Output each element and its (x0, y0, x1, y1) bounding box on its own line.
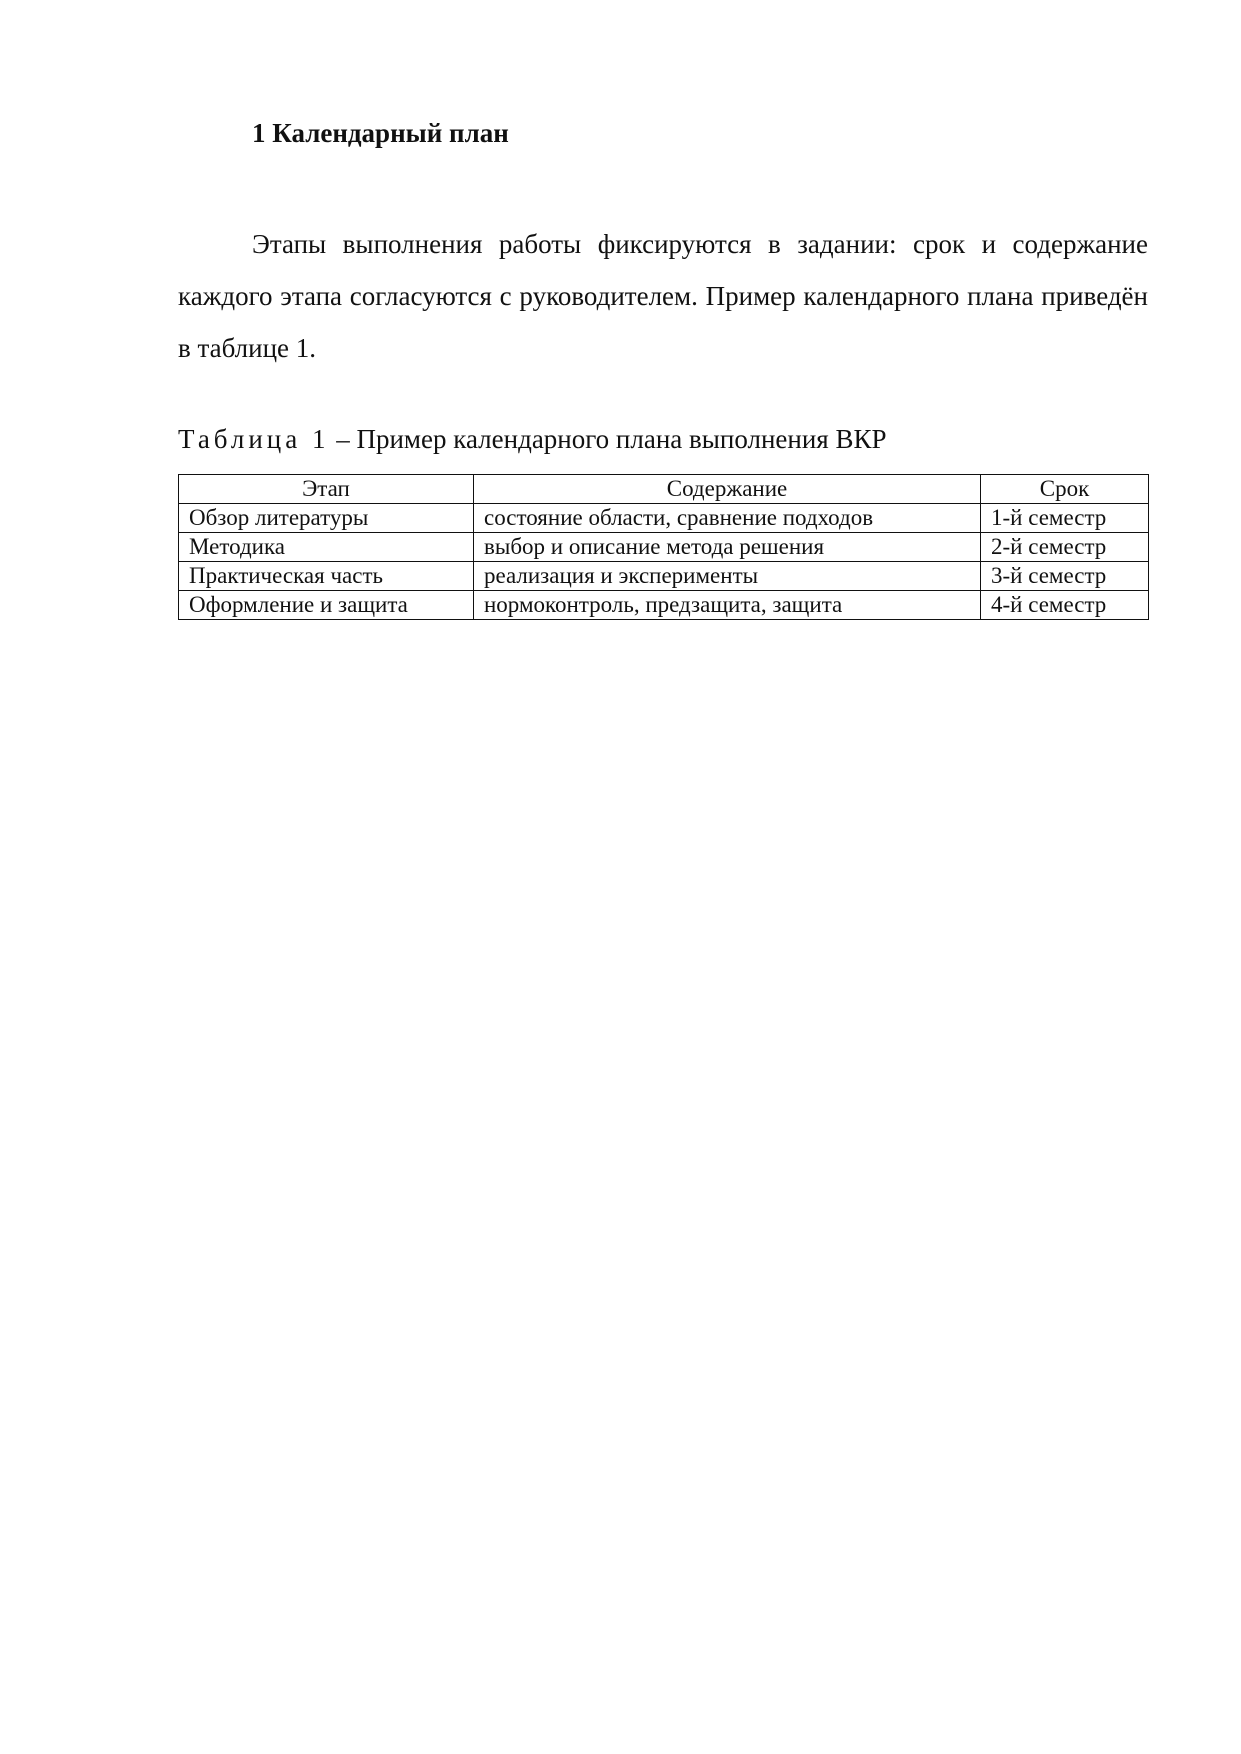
column-header-stage: Этап (179, 475, 474, 504)
column-header-term: Срок (981, 475, 1149, 504)
table-header-row (179, 475, 1149, 504)
cell-content: реализация и эксперименты (474, 562, 981, 591)
table-caption-number: Таблица 1 (178, 424, 330, 454)
cell-stage: Практическая часть (179, 562, 474, 591)
table-row (179, 591, 1149, 620)
table-row (179, 533, 1149, 562)
cell-term: 1-й семестр (981, 504, 1149, 533)
cell-content: нормоконтроль, предзащита, защита (474, 591, 981, 620)
cell-term: 3-й семестр (981, 562, 1149, 591)
section-heading: 1 Календарный план (252, 118, 509, 148)
cell-stage: Методика (179, 533, 474, 562)
body-paragraph: Этапы выполнения работы фиксируются в задании: срок и содержание каждого этапа согласуются с руководителем. Пример календарного плана приведён в таблице 1. (178, 229, 1148, 363)
table-row (179, 504, 1149, 533)
cell-stage: Обзор литературы (179, 504, 474, 533)
calendar-plan-table (178, 474, 1149, 620)
column-header-content: Содержание (474, 475, 981, 504)
cell-content: состояние области, сравнение подходов (474, 504, 981, 533)
table-row (179, 562, 1149, 591)
cell-term: 4-й семестр (981, 591, 1149, 620)
cell-content: выбор и описание метода решения (474, 533, 981, 562)
cell-term: 2-й семестр (981, 533, 1149, 562)
table-caption (178, 422, 887, 456)
cell-stage: Оформление и защита (179, 591, 474, 620)
table-caption-title: – Пример календарного плана выполнения ВКР (329, 424, 887, 454)
